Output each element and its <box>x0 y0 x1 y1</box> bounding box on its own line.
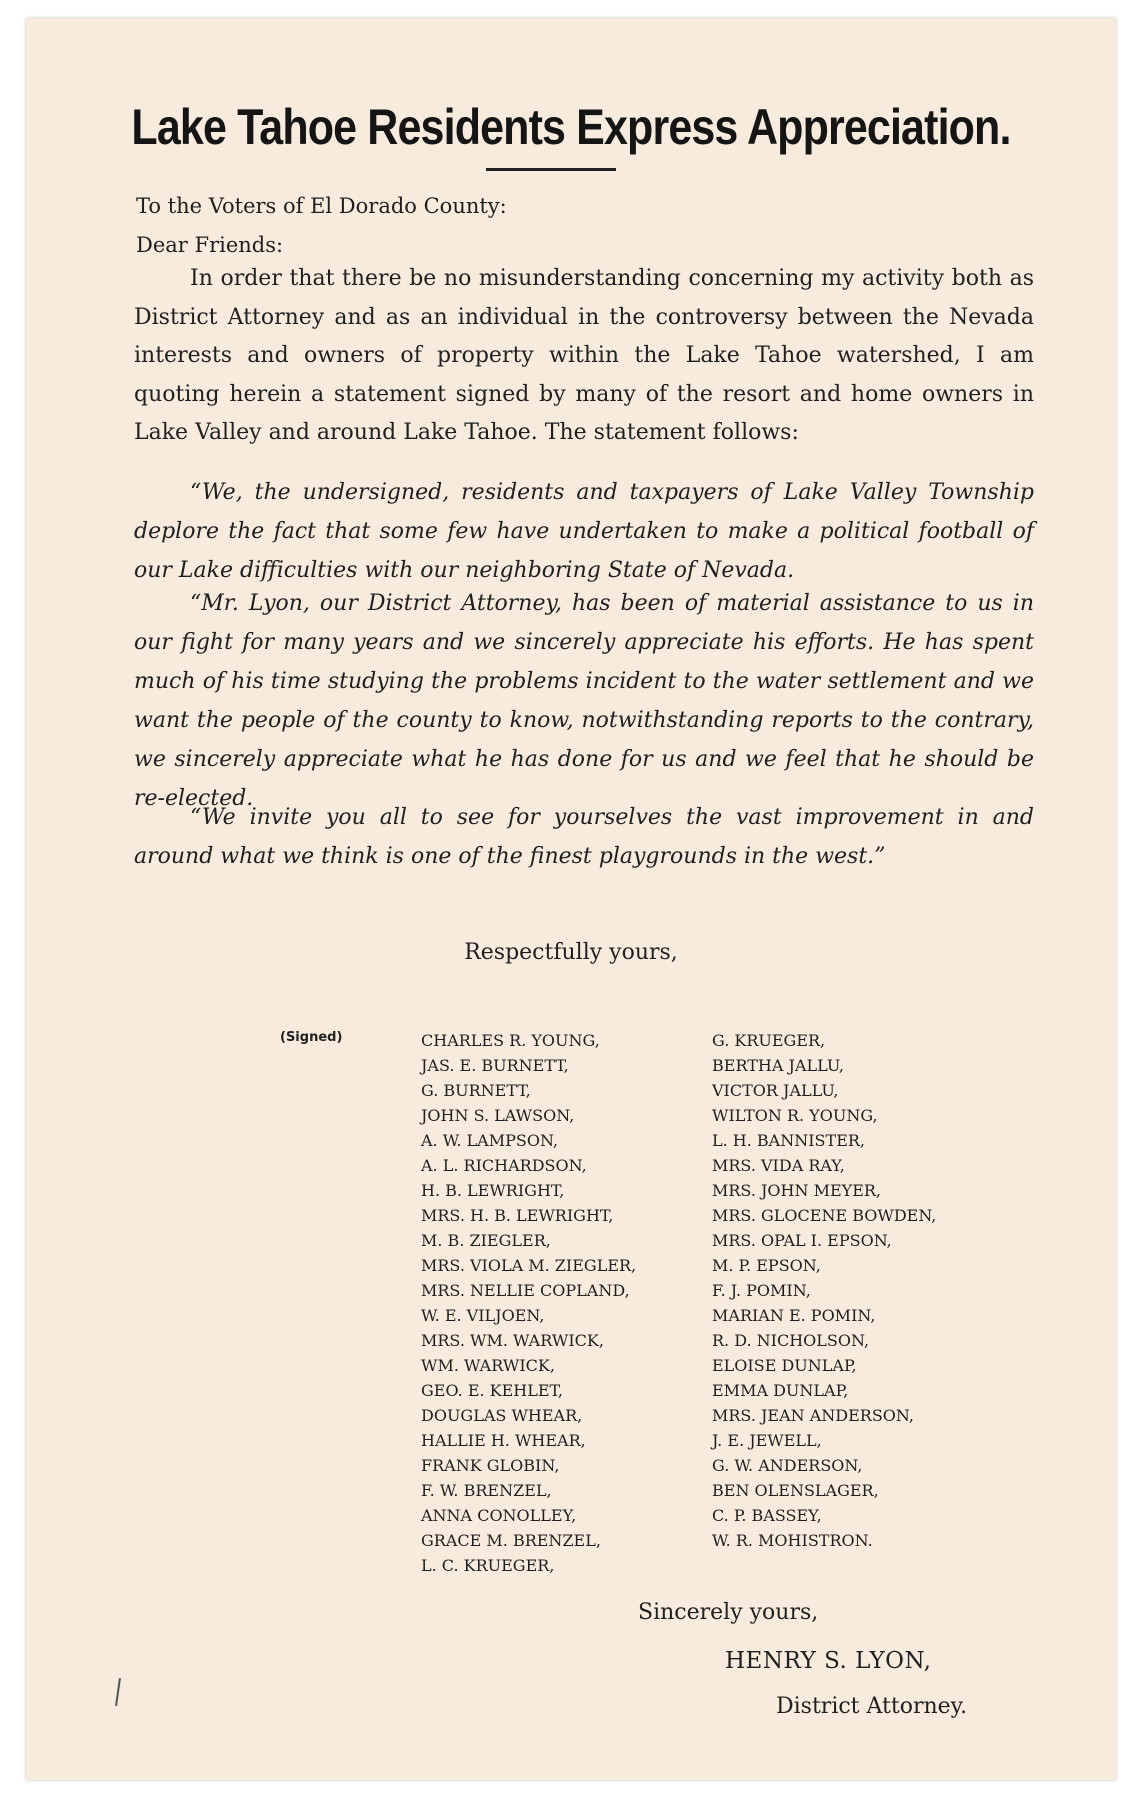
signatory-name: L. C. KRUEGER, <box>421 1556 555 1575</box>
signer-name: HENRY S. LYON, <box>725 1648 932 1674</box>
signatory-name: MARIAN E. POMIN, <box>712 1306 876 1325</box>
signer-title: District Attorney. <box>776 1694 968 1719</box>
signatory-name: WILTON R. YOUNG, <box>712 1106 878 1125</box>
signatory-name: FRANK GLOBIN, <box>421 1456 560 1475</box>
signatory-name: CHARLES R. YOUNG, <box>421 1031 600 1050</box>
signatory-name: BEN OLENSLAGER, <box>712 1481 879 1500</box>
signatory-name: M. B. ZIEGLER, <box>421 1231 551 1250</box>
signatory-name: ANNA CONOLLEY, <box>421 1506 577 1525</box>
page-title: Lake Tahoe Residents Express Appreciation. <box>131 99 1011 155</box>
signatory-name: F. W. BRENZEL, <box>421 1481 552 1500</box>
signatory-name: WM. WARWICK, <box>421 1356 555 1375</box>
signatory-name: MRS. GLOCENE BOWDEN, <box>712 1206 937 1225</box>
signatories-column-1 <box>421 1028 636 1578</box>
signatory-name: MRS. VIOLA M. ZIEGLER, <box>421 1256 637 1275</box>
signatory-name: VICTOR JALLU, <box>712 1081 839 1100</box>
signatories-column-2 <box>712 1028 936 1553</box>
quote-paragraph-2: “Mr. Lyon, our District Attorney, has been of material assistance to us in our fight for many years and we sincerely appreciate his efforts. He has spent much of his time studying the problems incident to the water settlement and we want the people of the county to know, notwithstanding reports to the contrary, we sincerely appreciate what he has done for us and we feel that he should be re-elected. <box>134 591 1034 811</box>
signatory-name: J. E. JEWELL, <box>712 1431 822 1450</box>
signatory-name: GEO. E. KEHLET, <box>421 1381 563 1400</box>
signatory-name: EMMA DUNLAP, <box>712 1381 849 1400</box>
signatory-name: MRS. JEAN ANDERSON, <box>712 1406 914 1425</box>
flyer-sheet <box>26 18 1116 1780</box>
signatory-name: JAS. E. BURNETT, <box>421 1056 569 1075</box>
title-divider <box>486 168 616 171</box>
signatory-name: R. D. NICHOLSON, <box>712 1331 870 1350</box>
pencil-mark <box>115 1678 121 1706</box>
quote-paragraph-1: “We, the undersigned, residents and taxpayers of Lake Valley Township deplore the fact that some few have undertaken to make a political football of our Lake difficulties with our neighboring State of Nevada. <box>134 480 1034 583</box>
signatory-name: JOHN S. LAWSON, <box>421 1106 575 1125</box>
signatory-name: DOUGLAS WHEAR, <box>421 1406 583 1425</box>
signatory-name: MRS. WM. WARWICK, <box>421 1331 604 1350</box>
signatory-name: MRS. H. B. LEWRIGHT, <box>421 1206 614 1225</box>
intro-paragraph: In order that there be no misunderstanding concerning my activity both as District Attorney and as an individual in the controversy between the Nevada interests and owners of property within the Lake Tahoe watershed, I am quoting herein a statement signed by many of the resort and home owners in Lake Valley and around Lake Tahoe. The statement follows: <box>134 266 1034 445</box>
signatory-name: MRS. OPAL I. EPSON, <box>712 1231 892 1250</box>
signatory-name: F. J. POMIN, <box>712 1281 811 1300</box>
signatory-name: A. L. RICHARDSON, <box>421 1156 587 1175</box>
signatory-name: H. B. LEWRIGHT, <box>421 1181 565 1200</box>
signed-label: (Signed) <box>280 1030 343 1045</box>
signatory-name: G. KRUEGER, <box>712 1031 826 1050</box>
signatory-name: MRS. NELLIE COPLAND, <box>421 1281 630 1300</box>
signatory-name: MRS. JOHN MEYER, <box>712 1181 881 1200</box>
signatory-name: W. R. MOHISTRON. <box>712 1531 873 1550</box>
salutation-voters: To the Voters of El Dorado County: <box>136 194 507 218</box>
signatory-name: BERTHA JALLU, <box>712 1056 844 1075</box>
signatory-name: G. BURNETT, <box>421 1081 531 1100</box>
signatory-name: MRS. VIDA RAY, <box>712 1156 845 1175</box>
signatory-name: A. W. LAMPSON, <box>421 1131 559 1150</box>
signatory-name: G. W. ANDERSON, <box>712 1456 863 1475</box>
signatory-name: ELOISE DUNLAP, <box>712 1356 857 1375</box>
closing-respectfully: Respectfully yours, <box>464 940 678 965</box>
closing-sincerely: Sincerely yours, <box>638 1600 819 1625</box>
signatory-name: GRACE M. BRENZEL, <box>421 1531 601 1550</box>
signatory-name: W. E. VILJOEN, <box>421 1306 545 1325</box>
signatory-name: M. P. EPSON, <box>712 1256 821 1275</box>
quote-paragraph-3: “We invite you all to see for yourselves the vast improvement in and around what we think is one of the finest playgrounds in the west.” <box>134 805 1034 869</box>
signatory-name: HALLIE H. WHEAR, <box>421 1431 586 1450</box>
signatory-name: L. H. BANNISTER, <box>712 1131 865 1150</box>
signatory-name: C. P. BASSEY, <box>712 1506 822 1525</box>
salutation-friends: Dear Friends: <box>136 233 284 257</box>
